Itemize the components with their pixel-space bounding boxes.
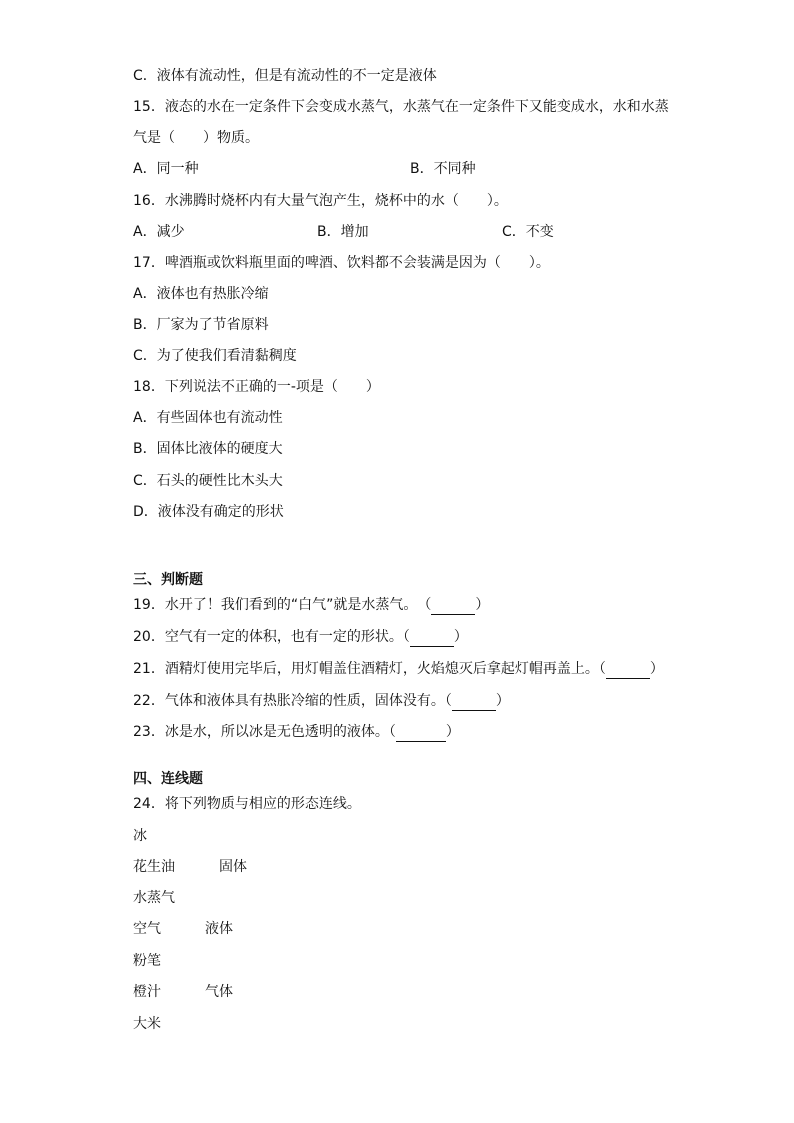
substance-item[interactable]: 粉笔	[133, 953, 161, 969]
q24-stem: 24．将下列物质与相应的形态连线。	[133, 796, 361, 812]
substance-item[interactable]: 橙汁	[133, 984, 161, 1000]
q15-stem-line1: 15．液态的水在一定条件下会变成水蒸气，水蒸气在一定条件下又能变成水，水和水蒸	[133, 99, 669, 115]
substance-item[interactable]: 大米	[133, 1016, 161, 1032]
q19-text: 19．水开了！我们看到的“白气”就是水蒸气。 （	[133, 597, 432, 613]
section-4-title: 四、连线题	[133, 771, 203, 787]
q18-option-b: B．固体比液体的硬度大	[133, 441, 283, 457]
q22-answer-blank[interactable]	[452, 692, 496, 711]
section-3-title: 三、判断题	[133, 572, 203, 588]
q23	[133, 723, 460, 742]
q17-option-b: B．厂家为了节省原料	[133, 317, 269, 333]
q16-option-a: A．减少	[133, 224, 185, 240]
q23-text: 23．冰是水，所以冰是无色透明的液体。（	[133, 724, 396, 740]
q20	[133, 628, 468, 647]
q18-option-a: A．有些固体也有流动性	[133, 410, 283, 426]
q18-option-c: C．石头的硬性比木头大	[133, 473, 283, 489]
q16-stem: 16．水沸腾时烧杯内有大量气泡产生，烧杯中的水（ ）。	[133, 193, 508, 209]
substance-item[interactable]: 空气	[133, 921, 161, 937]
q20-answer-blank[interactable]	[410, 628, 454, 647]
q20-close: ）	[453, 629, 468, 645]
substance-item[interactable]: 花生油	[133, 859, 175, 875]
q15-stem-line2: 气是（ ）物质。	[133, 130, 259, 146]
q22-text: 22．气体和液体具有热胀冷缩的性质，固体没有。（	[133, 693, 452, 709]
q16-option-c: C．不变	[502, 224, 554, 240]
q18-option-d: D．液体没有确定的形状	[133, 504, 284, 520]
substance-item[interactable]: 冰	[133, 828, 147, 844]
q15-option-a: A．同一种	[133, 161, 199, 177]
q22	[133, 692, 510, 711]
q19-answer-blank[interactable]	[431, 596, 475, 615]
q15-option-b: B．不同种	[410, 161, 476, 177]
q19	[133, 596, 489, 615]
q18-stem: 18．下列说法不正确的一-项是（ ）	[133, 379, 380, 395]
q20-text: 20．空气有一定的体积，也有一定的形状。（	[133, 629, 410, 645]
q17-option-c: C．为了使我们看清黏稠度	[133, 348, 297, 364]
q21-text: 21．酒精灯使用完毕后，用灯帽盖住酒精灯，火焰熄灭后拿起灯帽再盖上。（	[133, 661, 606, 677]
state-item[interactable]: 气体	[205, 984, 233, 1000]
q23-answer-blank[interactable]	[396, 723, 446, 742]
q17-option-a: A．液体也有热胀冷缩	[133, 286, 269, 302]
q21-close: ）	[649, 661, 664, 677]
q19-close: ）	[475, 597, 490, 613]
q21-answer-blank[interactable]	[606, 660, 650, 679]
q14-option-c: C．液体有流动性，但是有流动性的不一定是液体	[133, 68, 437, 84]
q22-close: ）	[495, 693, 510, 709]
q23-close: ）	[445, 724, 460, 740]
q21	[133, 660, 664, 679]
q16-option-b: B．增加	[317, 224, 369, 240]
q17-stem: 17．啤酒瓶或饮料瓶里面的啤酒、饮料都不会装满是因为（ ）。	[133, 255, 550, 271]
state-item[interactable]: 固体	[219, 859, 247, 875]
substance-item[interactable]: 水蒸气	[133, 890, 175, 906]
state-item[interactable]: 液体	[205, 921, 233, 937]
